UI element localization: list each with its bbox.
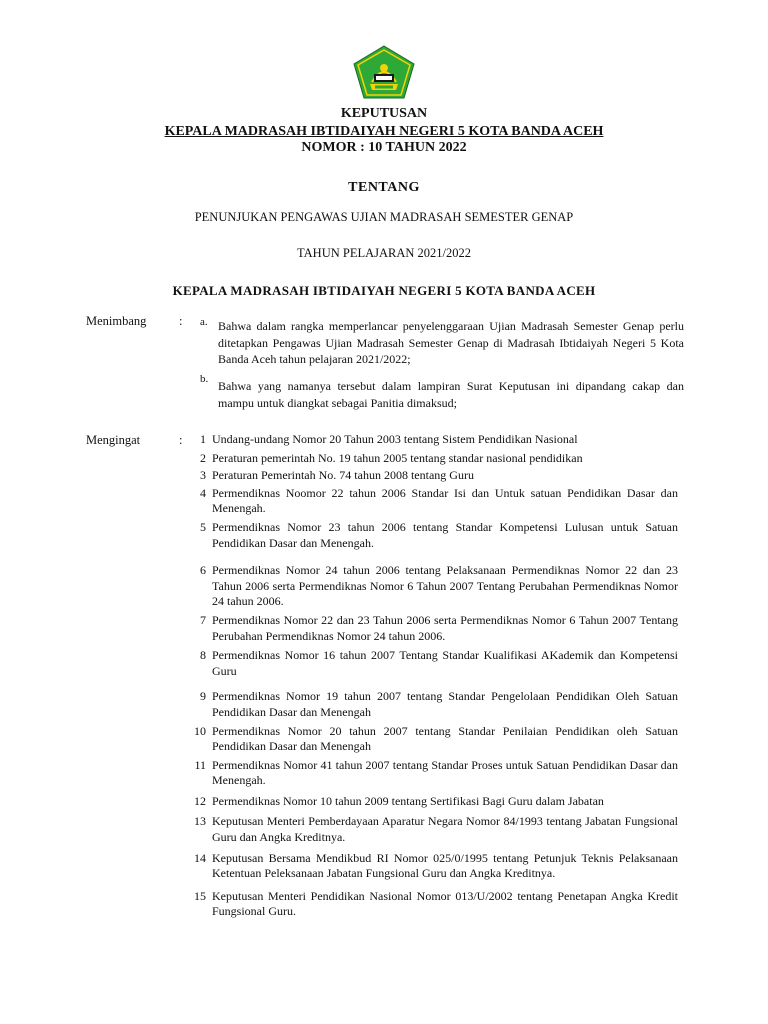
list-item: [180, 563, 700, 610]
list-number: 10: [194, 723, 206, 738]
list-number: 12: [194, 793, 206, 808]
list-number: 9: [200, 689, 206, 704]
list-text: Permendiknas Nomor 22 dan 23 Tahun 2006 serta Permendiknas Nomor 6 Tahun 2007 Tentang Perubahan Permendiknas Nomor 24 tahun 2006.: [212, 612, 678, 643]
list-text: Keputusan Bersama Mendikbud RI Nomor 025/0/1995 tentang Petunjuk Teknis Pelaksanaan Ketentuan Peleksanaan Jabatan Fungsional Guru dan Angka Kreditnya.: [212, 850, 678, 881]
list-item: [180, 724, 700, 755]
subject-line-1: PENUNJUKAN PENGAWAS UJIAN MADRASAH SEMESTER GENAP: [194, 210, 574, 224]
list-number: 2: [200, 450, 206, 465]
list-item: [180, 889, 700, 920]
list-number: 11: [194, 757, 206, 772]
list-number: 8: [200, 648, 206, 663]
list-text: Permendiknas Nomor 23 tahun 2006 tentang Standar Kompetensi Lulusan untuk Satuan Pendidikan Dasar dan Menengah.: [212, 519, 678, 550]
authority-heading: KEPALA MADRASAH IBTIDAIYAH NEGERI 5 KOTA BANDA ACEH: [172, 283, 596, 298]
list-item: [180, 432, 700, 448]
mengingat-list: [180, 432, 700, 920]
list-item: [180, 468, 700, 484]
list-item: [180, 814, 700, 845]
list-text: Permendiknas Nomor 16 tahun 2007 Tentang Standar Kualifikasi AKademik dan Kompetensi Guru: [212, 648, 678, 678]
list-text: Keputusan Menteri Pendidikan Nasional Nomor 013/U/2002 tentang Penetapan Angka Kredit Fungsional Guru.: [212, 888, 678, 919]
list-text: Peraturan pemerintah No. 19 tahun 2005 tentang standar nasional pendidikan: [212, 450, 583, 465]
list-text: Peraturan Pemerintah No. 74 tahun 2008 tentang Guru: [212, 468, 474, 483]
subject-line-2: TAHUN PELAJARAN 2021/2022: [297, 246, 471, 260]
menimbang-item-a: Bahwa dalam rangka memperlancar penyelenggaraan Ujian Madrasah Semester Genap perlu ditetapkan Pengawas Ujian Madrasah Semester Genap di Madrasah Ibtidaiyah Negeri 5 Kota Banda Aceh tahun pelajaran 2021/2022;: [218, 319, 684, 366]
list-text: Keputusan Menteri Pemberdayaan Aparatur Negara Nomor 84/1993 tentang Jabatan Fungsional Guru dan Angka Kreditnya.: [212, 814, 678, 845]
menimbang-letter-b: b.: [200, 373, 209, 385]
list-item: [180, 486, 700, 517]
list-item: [180, 451, 700, 467]
list-item: [180, 689, 700, 720]
list-text: Permendiknas Nomor 24 tahun 2006 tentang Pelaksanaan Permendiknas Nomor 22 dan 23 Tahun 2006 serta Permendiknas Nomor 6 Tahun 2007 Tentang Perubahan Permendiknas Nomor 24 tahun 2006.: [212, 563, 678, 609]
menimbang-item-b: Bahwa yang namanya tersebut dalam lampiran Surat Keputusan ini dipandang cakap dan mampu untuk diangkat sebagai Panitia dimaksud;: [218, 379, 684, 410]
list-item: [180, 520, 700, 551]
list-item: [180, 794, 700, 810]
list-text: Undang-undang Nomor 20 Tahun 2003 tentang Sistem Pendidikan Nasional: [212, 432, 578, 446]
list-number: 15: [194, 888, 206, 903]
list-text: Permendiknas Nomor 19 tahun 2007 tentang Standar Pengelolaan Pendidikan Oleh Satuan Pendidikan Dasar dan Menengah: [212, 689, 678, 719]
document-subtitle: KEPALA MADRASAH IBTIDAIYAH NEGERI 5 KOTA BANDA ACEH: [164, 124, 604, 139]
list-text: Permendiknas Nomor 20 tahun 2007 tentang Standar Penilaian Pendidikan oleh Satuan Pendidikan Dasar dan Menengah: [212, 723, 678, 754]
tentang-heading: TENTANG: [348, 180, 420, 195]
menimbang-letter-a: a.: [200, 316, 208, 328]
list-item: [180, 758, 700, 789]
kemenag-logo: [352, 44, 416, 100]
list-text: Permendiknas Noomor 22 tahun 2006 Standar Isi dan Untuk satuan Pendidikan Dasar dan Menengah.: [212, 485, 678, 516]
mengingat-label: Mengingat: [86, 433, 141, 447]
list-item: [180, 851, 700, 882]
list-number: 13: [194, 814, 206, 829]
list-item: [180, 648, 700, 679]
list-number: 3: [200, 468, 206, 483]
document-title: KEPUTUSAN: [340, 106, 428, 121]
menimbang-label: Menimbang: [86, 314, 147, 328]
list-text: Permendiknas Nomor 10 tahun 2009 tentang Sertifikasi Bagi Guru dalam Jabatan: [212, 793, 604, 808]
list-number: 6: [200, 563, 206, 578]
list-number: 1: [200, 432, 206, 446]
list-item: [180, 613, 700, 644]
list-number: 4: [200, 485, 206, 500]
mengingat-colon: :: [179, 433, 183, 447]
list-number: 7: [200, 612, 206, 627]
list-text: Permendiknas Nomor 41 tahun 2007 tentang Standar Proses untuk Satuan Pendidikan Dasar dan Menengah.: [212, 757, 678, 788]
document-number: NOMOR : 10 TAHUN 2022: [301, 140, 467, 155]
list-number: 5: [200, 519, 206, 534]
menimbang-colon: :: [179, 314, 183, 328]
list-number: 14: [194, 850, 206, 865]
